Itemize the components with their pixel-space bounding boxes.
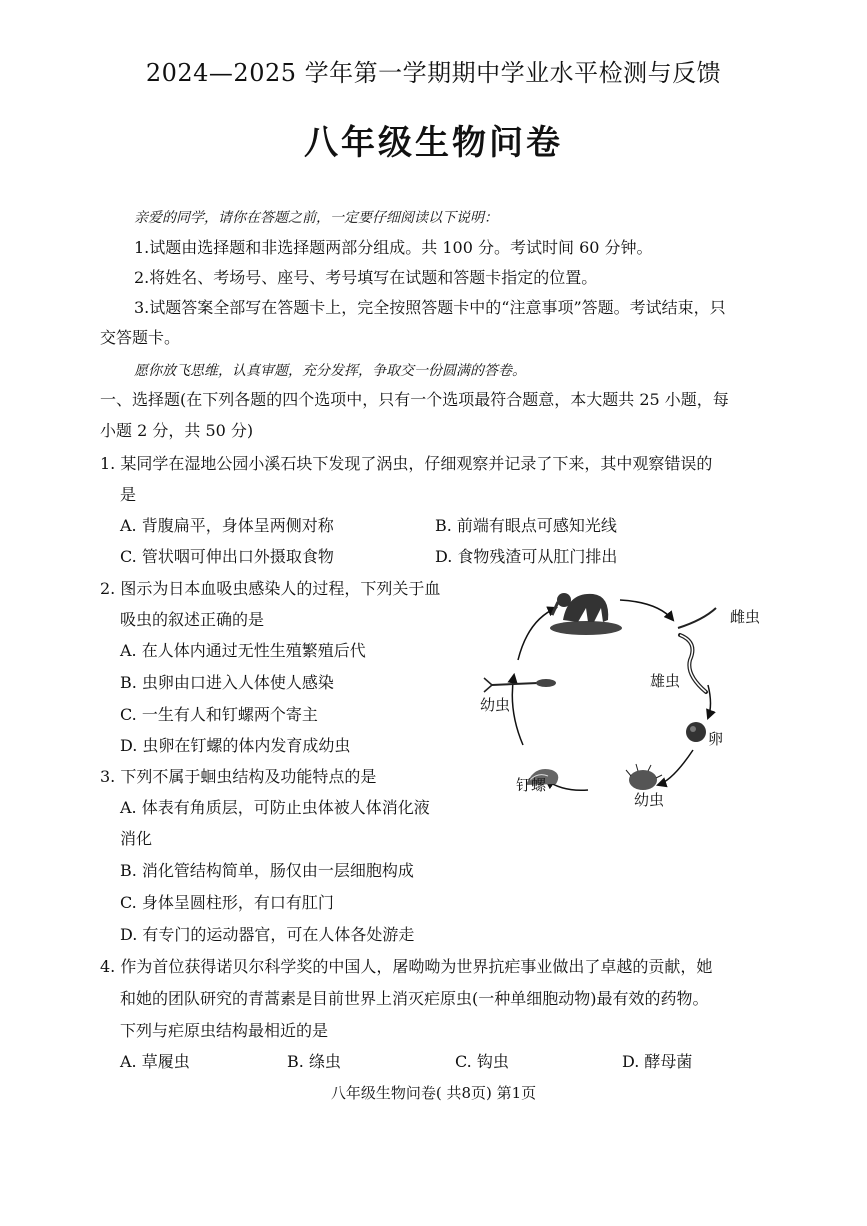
label-snail: 钉螺 bbox=[516, 776, 547, 794]
q4-option-a: A. 草履虫 bbox=[120, 1052, 190, 1071]
q3-option-b: B. 消化管结构简单，肠仅由一层细胞构成 bbox=[120, 861, 414, 880]
label-larva-miracidium: 幼虫 bbox=[634, 791, 665, 809]
q4-option-d: D. 酵母菌 bbox=[622, 1052, 693, 1071]
egg-figure bbox=[686, 722, 706, 742]
female-worm-figure bbox=[678, 608, 716, 628]
q2-option-b: B. 虫卵由口进入人体使人感染 bbox=[120, 673, 334, 692]
q4-stem-cont: 和她的团队研究的青蒿素是目前世界上消灭疟原虫(一种单细胞动物)最有效的药物。 bbox=[120, 989, 709, 1008]
q3-option-d: D. 有专门的运动器官，可在人体各处游走 bbox=[120, 925, 415, 944]
schistosoma-lifecycle-diagram bbox=[468, 580, 768, 820]
exam-header: 2024—2025 学年第一学期期中学业水平检测与反馈 bbox=[145, 59, 722, 87]
male-worm-figure bbox=[680, 635, 706, 692]
q2-stem: 2. 图示为日本血吸虫感染人的过程，下列关于血 bbox=[100, 579, 441, 598]
label-larva-cercaria: 幼虫 bbox=[480, 696, 511, 714]
q3-stem: 3. 下列不属于蛔虫结构及功能特点的是 bbox=[100, 767, 377, 786]
q2-option-d: D. 虫卵在钉螺的体内发育成幼虫 bbox=[120, 736, 351, 755]
page-footer: 八年级生物问卷( 共8页) 第1页 bbox=[330, 1084, 537, 1102]
q4-stem: 4. 作为首位获得诺贝尔科学奖的中国人，屠呦呦为世界抗疟事业做出了卓越的贡献，她 bbox=[100, 957, 713, 976]
q1-option-a: A. 背腹扁平，身体呈两侧对称 bbox=[120, 516, 334, 535]
q4-option-b: B. 绦虫 bbox=[287, 1052, 341, 1071]
paper-title: 八年级生物问卷 bbox=[304, 123, 563, 163]
q1-option-b: B. 前端有眼点可感知光线 bbox=[435, 516, 617, 535]
q1-option-d: D. 食物残渣可从肛门排出 bbox=[435, 547, 618, 566]
q4-stem-cont-2: 下列与疟原虫结构最相近的是 bbox=[120, 1021, 329, 1040]
label-egg: 卵 bbox=[708, 730, 724, 748]
q1-option-c: C. 管状咽可伸出口外摄取食物 bbox=[120, 547, 334, 566]
q2-stem-cont: 吸虫的叙述正确的是 bbox=[120, 610, 265, 629]
q3-option-c: C. 身体呈圆柱形，有口有肛门 bbox=[120, 893, 334, 912]
instructions-greeting: 亲爱的同学，请你在答题之前，一定要仔细阅读以下说明： bbox=[134, 210, 498, 226]
instructions-wish: 愿你放飞思维，认真审题，充分发挥，争取交一份圆满的答卷。 bbox=[134, 363, 526, 379]
miracidium-larva-figure bbox=[626, 764, 662, 790]
section-heading-cont: 小题 2 分，共 50 分) bbox=[100, 421, 254, 440]
q2-option-a: A. 在人体内通过无性生殖繁殖后代 bbox=[120, 641, 366, 660]
instruction-rule-3-cont: 交答题卡。 bbox=[100, 328, 181, 347]
q3-option-a-cont: 消化 bbox=[120, 829, 153, 848]
label-male-worm: 雄虫 bbox=[650, 672, 681, 690]
q4-option-c: C. 钩虫 bbox=[455, 1052, 509, 1071]
q3-option-a: A. 体表有角质层，可防止虫体被人体消化液 bbox=[120, 798, 430, 817]
q2-option-c: C. 一生有人和钉螺两个寄主 bbox=[120, 705, 318, 724]
section-heading: 一、选择题(在下列各题的四个选项中，只有一个选项最符合题意，本大题共 25 小题，每 bbox=[100, 390, 729, 409]
instruction-rule-2: 2.将姓名、考场号、座号、考号填写在试题和答题卡指定的位置。 bbox=[134, 268, 598, 287]
human-host-figure bbox=[550, 593, 622, 635]
label-female-worm: 雌虫 bbox=[730, 608, 761, 626]
cercaria-larva-figure bbox=[484, 678, 556, 692]
instruction-rule-1: 1.试题由选择题和非选择题两部分组成。共 100 分。考试时间 60 分钟。 bbox=[134, 238, 653, 257]
instruction-rule-3: 3.试题答案全部写在答题卡上，完全按照答题卡中的“注意事项”答题。考试结束，只 bbox=[134, 298, 726, 317]
q1-stem-cont: 是 bbox=[120, 485, 137, 504]
q1-stem: 1. 某同学在湿地公园小溪石块下发现了涡虫，仔细观察并记录了下来，其中观察错误的 bbox=[100, 454, 713, 473]
